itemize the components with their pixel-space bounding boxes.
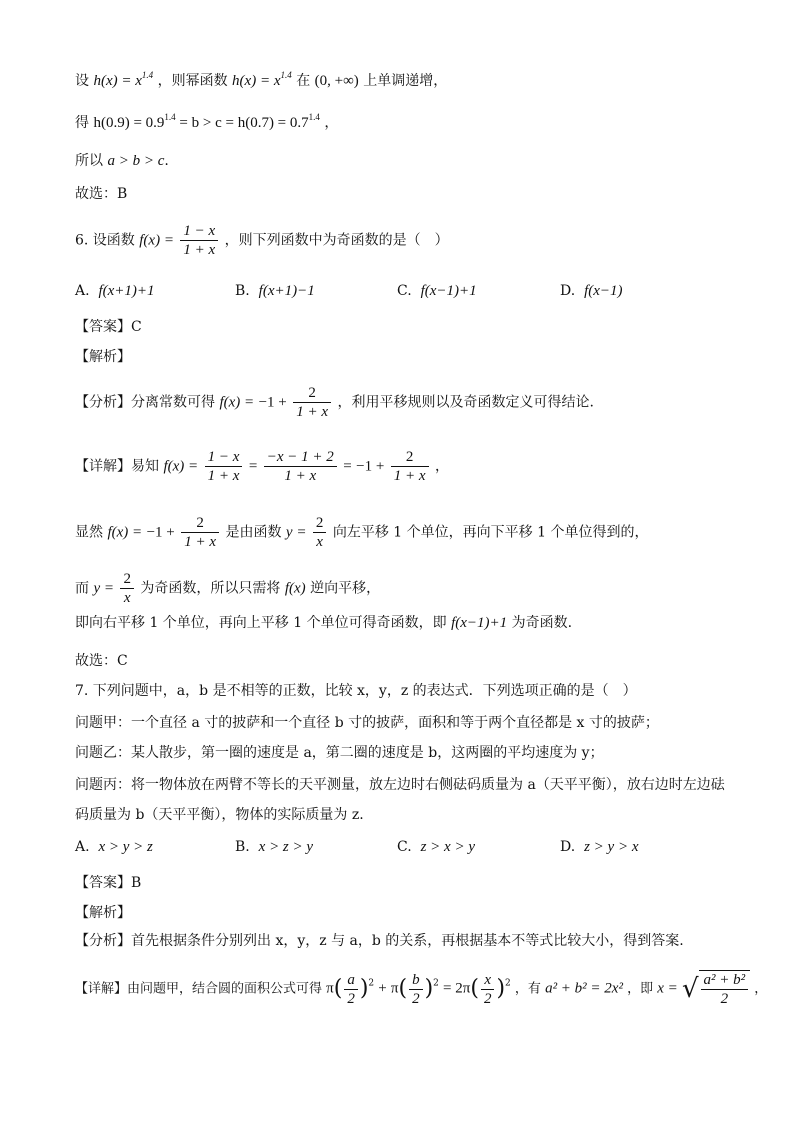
- fraction: $\frac{2}{1 + x}$: [293, 384, 331, 421]
- fraction: $\frac{2}{1 + x}$: [181, 514, 219, 551]
- text-line: 所以 a > b > c.: [75, 153, 169, 169]
- fraction: $\frac{1 - x}{1 + x}$: [180, 222, 218, 259]
- detail-line: 显然 f(x) = −1 + $\frac{2}{1 + x}$ 是由函数 y = $\frac{2}{x}$ 向左平移 1 个单位，再向下平移 1 个单位得到的，: [75, 515, 649, 550]
- analysis-label: 【解析】: [75, 905, 131, 921]
- q7-option-a: A. x > y > z: [75, 839, 153, 855]
- text: 设: [75, 73, 89, 89]
- formula: (0, +∞): [314, 73, 359, 89]
- q6-option-c: C. f(x−1)+1: [397, 283, 477, 299]
- q6-option-d: D. f(x−1): [560, 283, 623, 299]
- q6-option-a: A. f(x+1)+1: [75, 283, 155, 299]
- fraction: $\frac{a}{2}$: [344, 971, 358, 1008]
- question-7-stem: 7. 下列问题中，a，b 是不相等的正数，比较 x，y，z 的表达式．下列选项正确的是（ ）: [75, 683, 637, 699]
- answer-selection: 故选：B: [75, 186, 128, 202]
- analysis-line: 【分析】首先根据条件分别列出 x，y，z 与 a，b 的关系，再根据基本不等式比较大小，得到答案.: [75, 933, 684, 949]
- text: ，: [324, 115, 339, 131]
- formula: a > b > c: [107, 153, 165, 169]
- fraction: $\frac{1 - x}{1 + x}$: [205, 448, 243, 485]
- formula: $h(x) = x^{1.4}$: [93, 70, 154, 89]
- detail-line: 【详解】由问题甲，结合圆的面积公式可得 π( $\frac{a}{2}$ )$^2$ + π( $\frac{b}{2}$ )$^2$ = 2π( $\frac{x}{2}$ )$^2$ ，有 a² + b² = 2x² ，即 x = √ $\frac{\text{a² + b²}}{2}$ ，: [75, 971, 768, 1007]
- fraction: $\frac{x}{2}$: [481, 971, 495, 1008]
- problem-text: 问题乙：某人散步，第一圈的速度是 a，第二圈的速度是 b，这两圈的平均速度为 y；: [75, 745, 604, 761]
- text: 上单调递增，: [363, 73, 448, 89]
- problem-text: 问题甲：一个直径 a 寸的披萨和一个直径 b 寸的披萨，面积和等于两个直径都是 x 寸的披萨；: [75, 715, 659, 731]
- q7-option-b: B. x > z > y: [235, 839, 314, 855]
- text: 在: [296, 73, 311, 89]
- fraction: $\frac{b}{2}$: [409, 971, 423, 1008]
- detail-line: 而 y = $\frac{2}{x}$ 为奇函数，所以只需将 f(x) 逆向平移，: [75, 571, 381, 606]
- formula: $h(x) = x^{1.4}$: [232, 70, 292, 89]
- text-line: [75, 70, 447, 92]
- detail-line: 【详解】易知 f(x) = $\frac{1 - x}{1 + x}$ = $\frac{-x - 1 + 2}{1 + x}$ = −1 + $\frac{2}{1 + x}$ ，: [75, 449, 450, 484]
- text-line: [75, 112, 338, 134]
- question-6-stem: 6. 设函数 f(x) = $\frac{1 - x}{1 + x}$ ，则下列函数中为奇函数的是（ ）: [75, 223, 449, 258]
- q7-option-d: D. z > y > x: [560, 839, 639, 855]
- detail-line: 即向右平移 1 个单位，再向上平移 1 个单位可得奇函数，即 f(x−1)+1 为奇函数.: [75, 615, 573, 631]
- answer-label: 【答案】C: [75, 319, 142, 335]
- formula: $h(0.9) = 0.9^{1.4} = b > c = h(0.7) = 0.7^{1.4}$: [93, 112, 320, 131]
- text: ，则幂函数: [157, 73, 228, 89]
- answer-selection: 故选：C: [75, 653, 128, 669]
- answer-label: 【答案】B: [75, 875, 142, 891]
- analysis-label: 【解析】: [75, 349, 131, 365]
- square-root: √ $\frac{\text{a² + b²}}{2}$: [682, 970, 750, 1008]
- fraction: $\frac{2}{x}$: [313, 514, 327, 551]
- q7-option-c: C. z > x > y: [397, 839, 475, 855]
- q6-option-b: B. f(x+1)−1: [235, 283, 315, 299]
- problem-text: 码质量为 b（天平平衡），物体的实际质量为 z.: [75, 807, 364, 823]
- fraction: $\frac{2}{1 + x}$: [391, 448, 429, 485]
- problem-text: 问题丙：将一物体放在两臂不等长的天平测量，放左边时右侧砝码质量为 a（天平平衡），放右边时左边砝: [75, 777, 725, 793]
- analysis-line: 【分析】分离常数可得 f(x) = −1 + $\frac{2}{1 + x}$ ，利用平移规则以及奇函数定义可得结论.: [75, 385, 594, 420]
- fraction: $\frac{2}{x}$: [120, 570, 134, 607]
- text: 得: [75, 115, 89, 131]
- text: 所以: [75, 153, 103, 169]
- fraction: $\frac{-x - 1 + 2}{1 + x}$: [264, 448, 337, 485]
